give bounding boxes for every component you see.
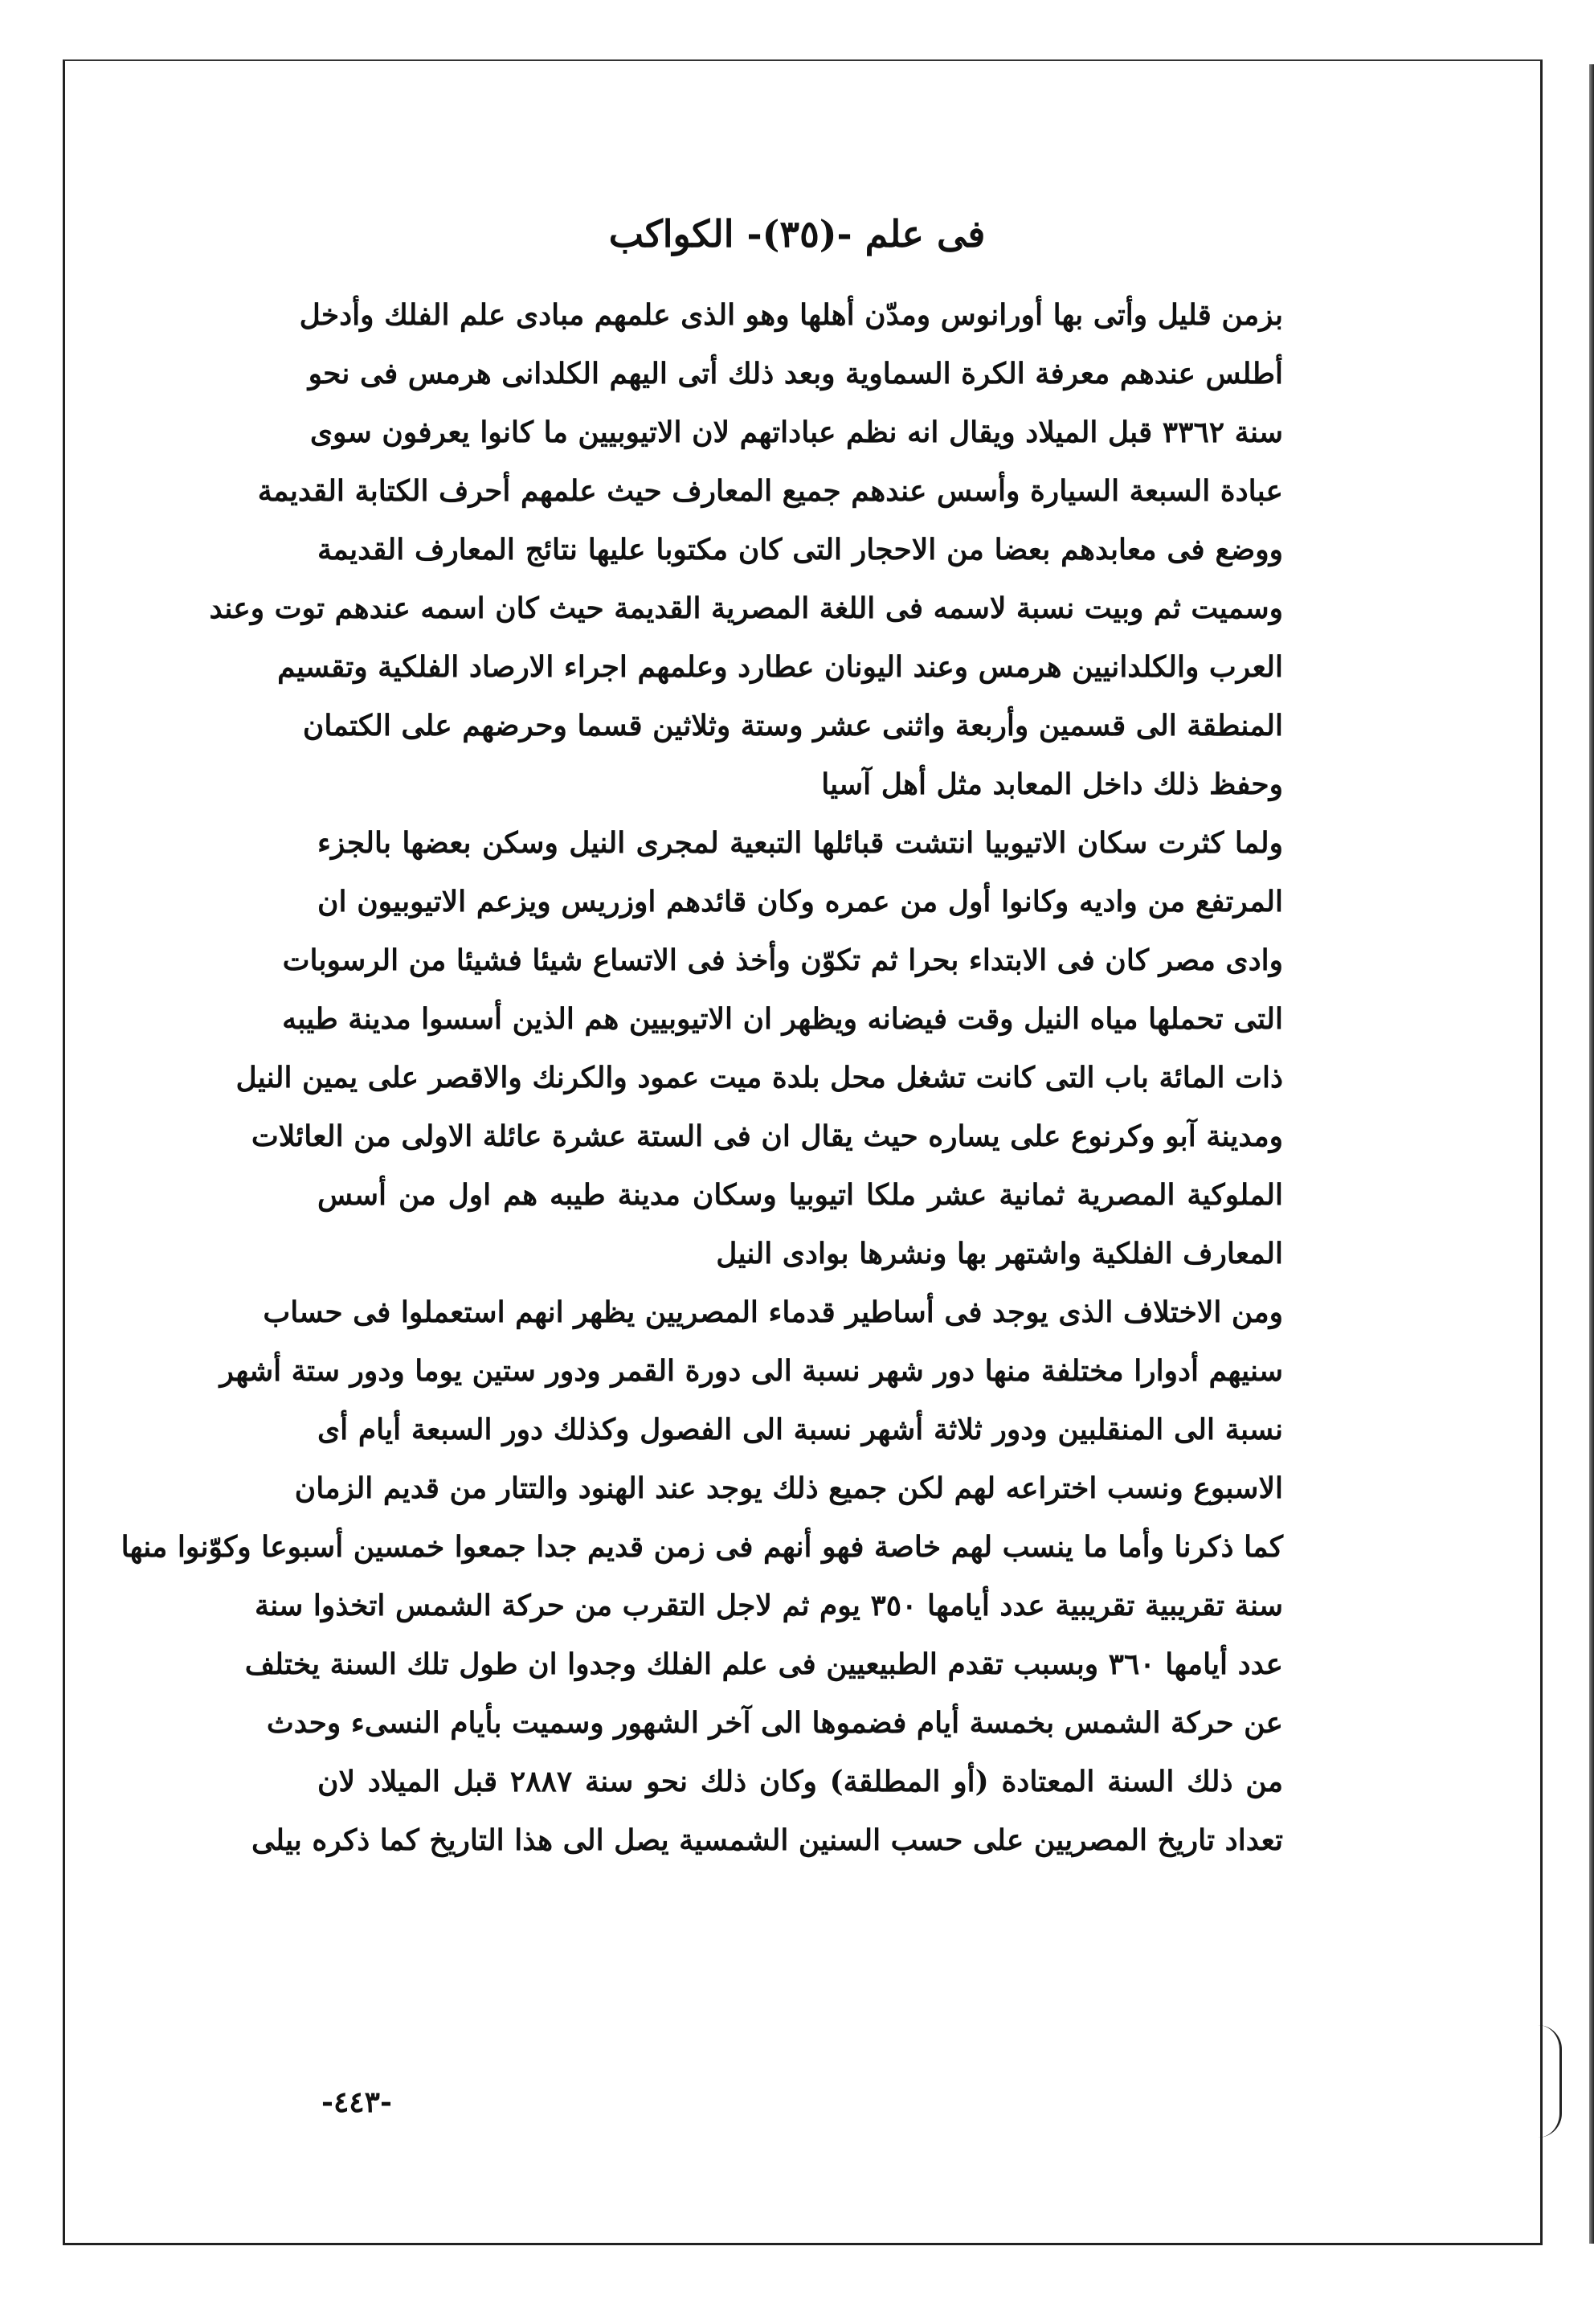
text-line: ولما كثرت سكان الاتيوبيا انتشت قبائلها التبعية لمجرى النيل وسكن بعضها بالجزء xyxy=(317,826,1283,860)
page-number: -٤٤٣- xyxy=(321,2085,392,2119)
text-line: أطلس عندهم معرفة الكرة السماوية وبعد ذلك أتى اليهم الكلدانى هرمس فى نحو xyxy=(308,357,1283,391)
text-line: سنيهم أدوارا مختلفة منها دور شهر نسبة الى دورة القمر ودور ستين يوما ودور ستة أشهر xyxy=(219,1354,1283,1388)
page-edge-shadow xyxy=(1589,64,1594,2244)
text-line: العرب والكلدانيين هرمس وعند اليونان عطارد وعلمهم اجراء الارصاد الفلكية وتقسيم xyxy=(277,650,1283,684)
text-line: التى تحملها مياه النيل وقت فيضانه ويظهر ان الاتيوبيين هم الذين أسسوا مدينة طيبه xyxy=(282,1002,1283,1036)
text-line: الاسبوع ونسب اختراعه لهم لكن جميع ذلك يوجد عند الهنود والتتار من قديم الزمان xyxy=(294,1471,1283,1505)
text-line: سنة ٣٣٦٢ قبل الميلاد ويقال انه نظم عباداتهم لان الاتيوبيين ما كانوا يعرفون سوى xyxy=(309,415,1283,449)
text-line: المرتفع من واديه وكانوا أول من عمره وكان قائدهم اوزريس ويزعم الاتيوبيون ان xyxy=(317,885,1283,919)
text-line: ومدينة آبو وكرنوع على يساره حيث يقال ان فى الستة عشرة عائلة الاولى من العائلات xyxy=(251,1119,1283,1153)
text-line: وسميت ثم وبيت نسبة لاسمه فى اللغة المصرية القديمة حيث كان اسمه عندهم توت وعند xyxy=(209,591,1283,625)
text-line: المعارف الفلكية واشتهر بها ونشرها بوادى النيل xyxy=(716,1237,1283,1270)
text-line: من ذلك السنة المعتادة (أو المطلقة) وكان ذلك نحو سنة ٢٨٨٧ قبل الميلاد لان xyxy=(317,1765,1283,1798)
text-line: سنة تقريبية تقريبية عدد أيامها ٣٥٠ يوم ثم لاجل التقرب من حركة الشمس اتخذوا سنة xyxy=(255,1589,1283,1622)
text-line: تعداد تاريخ المصريين على حسب السنين الشمسية يصل الى هذا التاريخ كما ذكره بيلى xyxy=(251,1823,1283,1857)
text-line: ذات المائة باب التى كانت تشغل محل بلدة ميت عمود والكرنك والاقصر على يمين النيل xyxy=(235,1061,1283,1094)
text-line: عبادة السبعة السيارة وأسس عندهم جميع المعارف حيث علمهم أحرف الكتابة القديمة xyxy=(257,474,1283,508)
binding-mark xyxy=(1535,2025,1562,2138)
text-line: وادى مصر كان فى الابتداء بحرا ثم تكوّن وأخذ فى الاتساع شيئا فشيئا من الرسوبات xyxy=(282,943,1283,977)
text-line: ومن الاختلاف الذى يوجد فى أساطير قدماء المصريين يظهر انهم استعملوا فى حساب xyxy=(263,1295,1283,1329)
text-line: الملوكية المصرية ثمانية عشر ملكا اتيوبيا وسكان مدينة طيبه هم اول من أسس xyxy=(317,1178,1283,1212)
text-line: عدد أيامها ٣٦٠ وبسبب تقدم الطبيعيين فى علم الفلك وجدوا ان طول تلك السنة يختلف xyxy=(244,1647,1283,1681)
text-line: المنطقة الى قسمين وأربعة واثنى عشر وستة وثلاثين قسما وحرضهم على الكتمان xyxy=(302,709,1283,743)
text-line: ووضع فى معابدهم بعضا من الاحجار التى كان مكتوبا عليها نتائج المعارف القديمة xyxy=(317,533,1283,567)
text-line: وحفظ ذلك داخل المعابد مثل أهل آسيا xyxy=(821,767,1283,801)
page-header: فى علم -(٣٥)- الكواكب xyxy=(608,212,986,256)
text-line: عن حركة الشمس بخمسة أيام فضموها الى آخر الشهور وسميت بأيام النسىء وحدث xyxy=(266,1706,1283,1740)
text-line: بزمن قليل وأتى بها أورانوس ومدّن أهلها وهو الذى علمهم مبادى علم الفلك وأدخل xyxy=(299,298,1283,332)
text-line: كما ذكرنا وأما ما ينسب لهم خاصة فهو أنهم فى زمن قديم جدا جمعوا خمسين أسبوعا وكوّنوا منها xyxy=(121,1530,1283,1564)
text-line: نسبة الى المنقلبين ودور ثلاثة أشهر نسبة الى الفصول وكذلك دور السبعة أيام أى xyxy=(317,1413,1283,1446)
page-body-text xyxy=(121,286,1283,1870)
